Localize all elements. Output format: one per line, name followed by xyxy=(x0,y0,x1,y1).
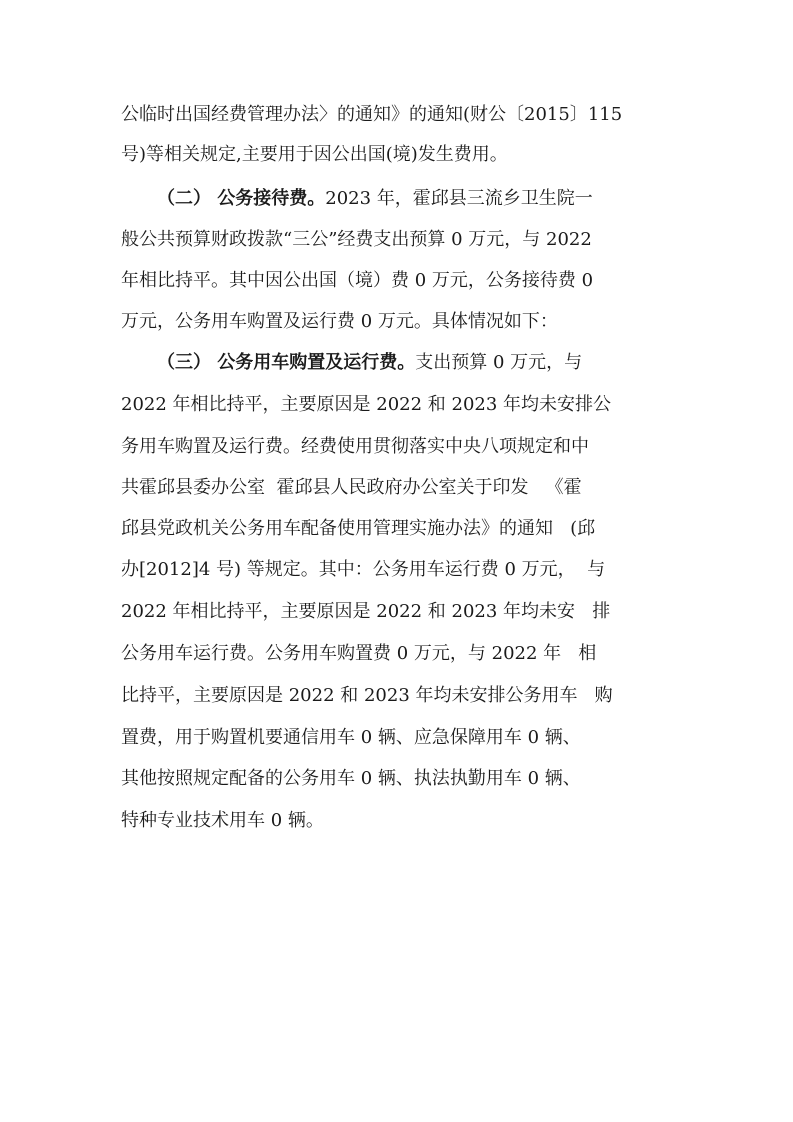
paragraph-line: 2022 年相比持平，主要原因是 2022 和 2023 年均未安 排 xyxy=(121,601,611,622)
paragraph-line: 年相比持平。其中因公出国（境）费 0 万元，公务接待费 0 xyxy=(121,270,594,291)
paragraph-line: 比持平，主要原因是 2022 和 2023 年均未安排公务用车 购 xyxy=(121,685,613,706)
section-3-text: 支出预算 0 万元，与 xyxy=(415,352,583,373)
paragraph-line: 般公共预算财政拨款“三公”经费支出预算 0 万元，与 2022 xyxy=(121,229,592,250)
paragraph-line: 置费，用于购置机要通信用车 0 辆、应急保障用车 0 辆、 xyxy=(121,727,581,748)
paragraph-line: 邱县党政机关公务用车配备使用管理实施办法》的通知 (邱 xyxy=(121,518,596,539)
paragraph-line: 号)等相关规定,主要用于因公出国(境)发生费用。 xyxy=(121,144,508,165)
paragraph-line: 万元，公务用车购置及运行费 0 万元。具体情况如下： xyxy=(121,311,558,332)
paragraph-line: 公临时出国经费管理办法〉的通知》的通知(财公〔2015〕115 xyxy=(121,104,623,125)
section-2-heading: （二） 公务接待费。 xyxy=(157,188,326,209)
section-3-heading: （三） 公务用车购置及运行费。 xyxy=(157,352,416,373)
paragraph-line: 2022 年相比持平，主要原因是 2022 和 2023 年均未安排公 xyxy=(121,394,612,415)
paragraph-line: 公务用车运行费。公务用车购置费 0 万元，与 2022 年 相 xyxy=(121,643,597,664)
paragraph-line: 其他按照规定配备的公务用车 0 辆、执法执勤用车 0 辆、 xyxy=(121,768,581,789)
section-2-text: 年，霍邱县三流乡卫生院一 xyxy=(376,188,593,209)
paragraph-line: 务用车购置及运行费。经费使用贯彻落实中央八项规定和中 xyxy=(121,436,589,457)
section-2-line xyxy=(157,188,593,210)
paragraph-line: 办[2012]4 号) 等规定。其中：公务用车运行费 0 万元， 与 xyxy=(121,559,606,580)
section-2-lead: 2023 xyxy=(325,188,377,209)
paragraph-line: 特种专业技术用车 0 辆。 xyxy=(121,810,324,831)
section-3-line xyxy=(157,352,582,374)
paragraph-line: 共霍邱县委办公室 霍邱县人民政府办公室关于印发 《霍 xyxy=(121,477,582,498)
